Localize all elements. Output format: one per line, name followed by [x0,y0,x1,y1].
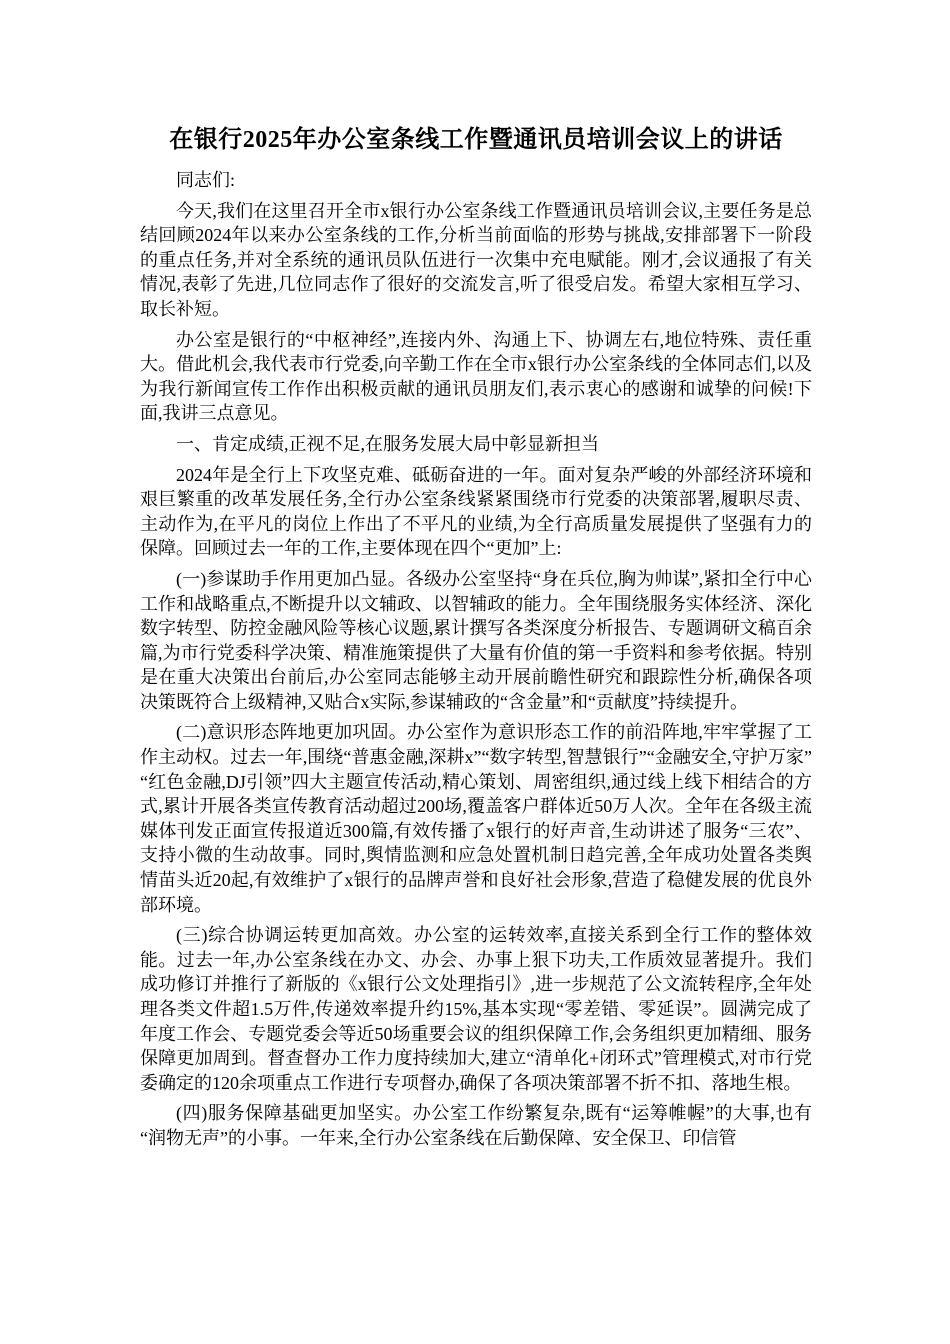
item-2-ideology-front: (二)意识形态阵地更加巩固。办公室作为意识形态工作的前沿阵地,牢牢掌握了工作主动权。过去一年,围绕“普惠金融,深耕x”“数字转型,智慧银行”“金融安全,守护万家”“红色金融,DJ引领”四大主题宣传活动,精心策划、周密组织,通过线上线下相结合的方式,累计开展各类宣传教育活动超过200场,覆盖客户群体近50万人次。全年在各级主流媒体刊发正面宣传报道近300篇,有效传播了x银行的好声音,生动讲述了服务“三农”、支持小微的生动故事。同时,舆情监测和应急处置机制日趋完善,全年成功处置各类舆情苗头近20起,有效维护了x银行的品牌声誉和良好社会形象,营造了稳健发展的优良外部环境。 [140,722,812,915]
document-title: 在银行2025年办公室条线工作暨通讯员培训会议上的讲话 [169,127,783,153]
item-1-advisor-role: (一)参谋助手作用更加凸显。各级办公室坚持“身在兵位,胸为帅谋”,紧扣全行中心工作和战略重点,不断提升以文辅政、以智辅政的能力。全年围绕服务实体经济、深化数字转型、防控金融风险等核心议题,累计撰写各类深度分析报告、专题调研文稿百余篇,为市行党委科学决策、精准施策提供了大量有价值的第一手资料和参考依据。特别是在重大决策出台前后,办公室同志能够主动开展前瞻性研究和跟踪性分析,确保各项决策既符合上级精神,又贴合x实际,参谋辅政的“含金量”和“贡献度”持续提升。 [140,568,812,712]
paragraph-meeting-opening: 今天,我们在这里召开全市x银行办公室条线工作暨通讯员培训会议,主要任务是总结回顾2024年以来办公室条线的工作,分析当前面临的形势与挑战,安排部署下一阶段的重点任务,并对全系统的通讯员队伍进行一次集中充电赋能。刚才,会议通报了有关情况,表彰了先进,几位同志作了很好的交流发言,听了很受启发。希望大家相互学习、取长补短。 [140,200,812,319]
paragraph-2024-review: 2024年是全行上下攻坚克难、砥砺奋进的一年。面对复杂严峻的外部经济环境和艰巨繁重的改革发展任务,全行办公室条线紧紧围绕市行党委的决策部署,履职尽责、主动作为,在平凡的岗位上作出了不平凡的业绩,为全行高质量发展提供了坚强有力的保障。回顾过去一年的工作,主要体现在四个“更加”上: [140,464,812,559]
item-3-coordination-efficiency: (三)综合协调运转更加高效。办公室的运转效率,直接关系到全行工作的整体效能。过去一年,办公室条线在办文、办会、办事上狠下功夫,工作质效显著提升。我们成功修订并推行了新版的《x银行公文处理指引》,进一步规范了公文流转程序,全年处理各类文件超1.5万件,传递效率提升约15%,基本实现“零差错、零延误”。圆满完成了年度工作会、专题党委会等近50场重要会议的组织保障工作,会务组织更加精细、服务保障更加周到。督查督办工作力度持续加大,建立“清单化+闭环式”管理模式,对市行党委确定的120余项重点工作进行专项督办,确保了各项决策部署不折不扣、落地生根。 [140,925,812,1093]
item-4-service-support: (四)服务保障基础更加坚实。办公室工作纷繁复杂,既有“运筹帷幄”的大事,也有“润物无声”的小事。一年来,全行办公室条线在后勤保障、安全保卫、印信管 [140,1103,812,1148]
paragraph-office-role-greeting: 办公室是银行的“中枢神经”,连接内外、沟通上下、协调左右,地位特殊、责任重大。借此机会,我代表市行党委,向辛勤工作在全市x银行办公室条线的全体同志们,以及为我行新闻宣传工作作出积极贡献的通讯员朋友们,表示衷心的感谢和诚挚的问候!下面,我讲三点意见。 [140,329,812,424]
salutation: 同志们: [176,170,236,190]
document-body [140,168,812,1151]
section-1-heading: 一、肯定成绩,正视不足,在服务发展大局中彰显新担当 [176,433,599,454]
